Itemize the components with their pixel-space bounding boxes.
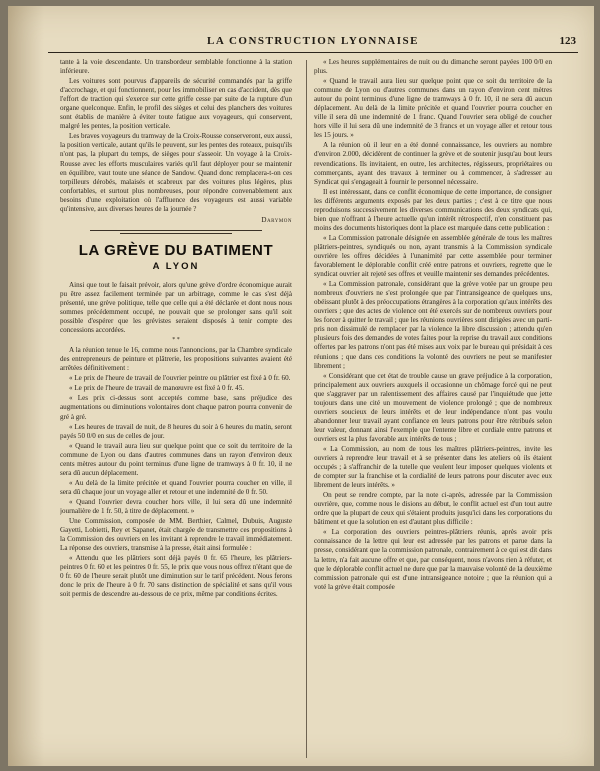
- section-stars: * *: [172, 337, 180, 344]
- paragraph: A la réunion où il leur en a été donné connaissance, les ouvriers au nombre d'environ 2.000, décidèrent de continuer la grève et de soutenir jusqu'au bout leurs revendications. Ils invitaient, en outre, les architectes, régisseurs, propriétaires ou commerçants, ayant des travaux à terminer ou à commencer, à s'adresser au Syndicat qui s'engageait à fournir le personnel nécessaire.: [314, 141, 552, 186]
- section-divider: [90, 230, 262, 231]
- paragraph: « La Commission patronale, considérant que la grève votée par un groupe peu nombreux d'ouvriers ne s'est prolongée que par l'intransigeance de quelques uns, obéissant plutôt à des préoccupations étrangères à la corporation qu'aux intérêts des ouvriers ; que des actes de violence ont été exercés sur de nombreux ouvriers pour les forcer à quitter le travail ; que les réunions ouvrières sont dirigées avec un parti-pris non dissimulé de remplacer par la violence la libre discussion ; attendu qu'en plusieurs fois des demandes de votes faites pour la reprise du travail aux conditions offertes par les patrons n'ont pas été mises aux voix par le bureau qui présidait à ces réunions ; que dans ces conditions la volonté des ouvriers ne peut se manifester librement ;: [314, 280, 552, 370]
- paragraph: « La Commission, au nom de tous les maîtres plâtriers-peintres, invite les ouvriers à reprendre leur travail et à se présenter dans les ateliers où ils étaient occupés ; à s'affranchir de la tutelle que veulent leur imposer quelques violents et de compter sur la franchise et la cordialité de leurs patrons pour discuter avec eux librement de leurs intérêts. »: [314, 444, 552, 490]
- page-number: 123: [559, 35, 576, 47]
- paragraph: A la réunion tenue le 16, comme nous l'annoncions, par la Chambre syndicale des entrepreneurs de peinture et plâtrerie, les propositions suivantes avaient été arrêtées définitivement :: [60, 346, 292, 373]
- paragraph: tante à la voie descendante. Un transbordeur semblable fonctionne à la station inférieure.: [60, 58, 292, 76]
- paragraph: « Attendu que les plâtriers sont déjà payés 0 fr. 65 l'heure, les plâtriers-peintres 0 fr. 60 et les peintres 0 fr. 55, le prix que vous nous offrez n'étant que de 0 fr. 60 de l'heure serait plutôt une diminution sur le tarif précédent. Nous ferons donc le prix de l'heure à 0 fr. 70 sans distinction de spécialité et sans qu'il vous soit permis de descendre au-dessous de ce prix, même par conditions écrites.: [60, 554, 292, 599]
- paragraph: Les braves voyageurs du tramway de la Croix-Rousse conserveront, eux aussi, la position verticale, autant qu'ils le peuvent, sur les pentes des roteaux, puisqu'ils n'ont pas, la plupart du temps, de sièges pour s'asseoir. Un voyage à la Croix-Rousse avec les efforts musculaires variés qu'il faut déployer pour se maintenir en équilibre, vaut toute une séance de Sandow. Quand donc remplacera-t-on ces torpilleurs dérobés, malaisés et scabreux par des voitures plus légères, plus confortables, et surtout plus nombreuses, pour répondre convenablement aux besoins d'une exploitation où l'affluence des voyageurs est aussi variable qu'intensive, aux diverses heures de la journée ?: [60, 132, 292, 213]
- paragraph: « Les heures supplémentaires de nuit ou du dimanche seront payées 100 0/0 en plus.: [314, 58, 552, 76]
- paragraph: « La Commission patronale désignée en assemblée générale de tous les maîtres plâtriers-peintres, syndiqués ou non, ayant transmis à la Commission syndicale ouvrière les offres décidées à l'unanimité par cette assemblée pour terminer favorablement le déplorable conflit créé entre patrons et ouvriers, regrette que le syndicat ouvrier ait rejeté ses offres et veuille maintenir ses demandes précédentes.: [314, 233, 552, 279]
- section-divider: [120, 233, 232, 234]
- paragraph: On peut se rendre compte, par la note ci-après, adressée par la Commission ouvrière, que, comme nous le disions au début, le conflit actuel est d'un tout autre ordre que la plupart de ceux qui s'étaient produits jusqu'ici dans les corporations du bâtiment et que la solution en est d'autant plus difficile :: [314, 491, 552, 527]
- paragraph: Il est intéressant, dans ce conflit économique de cette importance, de consigner les différents arguments exposés par les deux parties ; c'est à ce titre que nous reproduisons successivement les diverses communications des deux syndicats qui, bien que n'offrant à l'heure actuelle qu'un intérêt rétrospectif, n'en constituent pas moins des documents historiques dont la place est marquée dans cette publication :: [314, 187, 552, 232]
- paragraph: « Le prix de l'heure de travail de manœuvre est fixé à 0 fr. 45.: [69, 384, 245, 393]
- paragraph: « Les prix ci-dessus sont acceptés comme base, sans préjudice des augmentations ou diminutions volontaires dont chaque patron pourra convenir de gré à gré.: [60, 394, 292, 421]
- page-header: [48, 32, 578, 53]
- article-intro: Ainsi que tout le faisait prévoir, alors qu'une grève d'ordre économique aurait pu être assez facilement terminée par un arbitrage, comme le cas s'est déjà présenté, une grève politique, telle que celle qui a été déclarée et dont nous nous sommes précédemment occupé, ne pouvait que se prolonger sans qu'il soit possible d'espérer que les grévistes seraient disposés à tenir compte des concessions accordées.: [60, 280, 292, 335]
- paragraph: « Le prix de l'heure de travail de l'ouvrier peintre ou plâtrier est fixé à 0 fr. 60.: [69, 374, 291, 383]
- paragraph: « Au delà de la limite précitée et quand l'ouvrier pourra coucher en ville, il sera dû chaque jour un voyage aller et retour et une indemnité de 0 fr. 50.: [60, 478, 292, 496]
- paragraph: « Quand l'ouvrier devra coucher hors ville, il lui sera dû une indemnité journalière de 1 fr. 50, à titre de déplacement. »: [60, 497, 292, 515]
- paragraph: « Les heures de travail de nuit, de 8 heures du soir à 6 heures du matin, seront payés 50 0/0 en sus de celles de jour.: [60, 422, 292, 440]
- right-column: [314, 58, 552, 758]
- left-column: [60, 58, 292, 758]
- paragraph: « La corporation des ouvriers peintres-plâtriers réunis, après avoir pris connaissance de la lettre qui leur est adressée par les patrons et parue dans la presse, considérant que la commission patronale, contrairement à ce qui est dit dans la lettre, n'a fait aucune offre et que, par conséquent, nous n'avons rien à réfuter, et que le déplorable conflit actuel ne dure que par la mauvaise volonté de la deuxième commission patronale qui est d'une intransigeance notoire ; que la réunion qui a voté la grève était composée: [314, 528, 552, 591]
- article-subhead: A LYON: [152, 260, 200, 272]
- newspaper-page: [8, 6, 594, 766]
- publication-title: LA CONSTRUCTION LYONNAISE: [207, 35, 419, 47]
- paragraph: « Quand le travail aura lieu sur quelque point que ce soit du territoire de la commune de Lyon ou dans d'autres communes dans un rayon d'environ deux cents mètres autour du point terminus d'une ligne de tramways à 0 fr. 10, il ne sera dû aucun déplacement.: [60, 441, 292, 477]
- article-headline: LA GRÈVE DU BATIMENT: [78, 241, 274, 259]
- author-signature: Darymon: [261, 215, 292, 224]
- paragraph: Les voitures sont pourvus d'appareils de sécurité commandés par la griffe d'accrochage, et qui fonctionnent, pour les immobiliser en cas d'accident, dès que l'effort de traction qui s'exerce sur cette griffe cesse par suite de la rupture d'un organe quelconque. Enfin, le profil des sièges et celui des planchers des voitures sont établis de manière à éviter toute fatigue aux voyageurs, qui conservent, malgré les pentes, la position verticale.: [60, 77, 292, 131]
- paragraph: « Quand le travail aura lieu sur quelque point que ce soit du territoire de la commune de Lyon ou d'autres communes dans un rayon d'environ cent mètres autour du point terminus d'une ligne de tramways à 0 fr. 10, il ne sera dû aucun déplacement. Au delà de la limite précitée et quand l'ouvrier pourra coucher en ville il sera dû une indemnité de 1 franc. Quand l'ouvrier sera obligé de coucher hors ville il lui sera dû une indemnité de 3 francs et un voyage aller et retour tous les 15 jours. »: [314, 77, 552, 140]
- paragraph: « Considérant que cet état de trouble cause un grave préjudice à la corporation, principalement aux ouvriers auxquels il occasionne un chômage forcé qui ne peut que s'aggraver par un ralentissement des affaires causé par l'inquiétude que jette toujours dans une cité un mouvement de violence prolongé ; que de nombreux ouvriers soucieux de leurs intérêts et de leur indépendance n'ont pas voulu abandonner leur travail ayant confiance en leurs patrons pour être rétribués selon leur valeur, donnant ainsi l'exemple que l'entente libre et cordiale entre patrons et ouvriers est la plus favorable aux intérêts de tous ;: [314, 371, 552, 443]
- paragraph: Une Commission, composée de MM. Berthier, Calmel, Dubuis, Auguste Gayetti, Lobietti, Rey et Sapanet, était chargée de transmettre ces propositions à la Commission des ouvriers en les invitant à reprendre le travail immédiatement. La réponse des ouvriers, transmise à la presse, était ainsi formulée :: [60, 517, 292, 553]
- column-rule: [306, 60, 307, 758]
